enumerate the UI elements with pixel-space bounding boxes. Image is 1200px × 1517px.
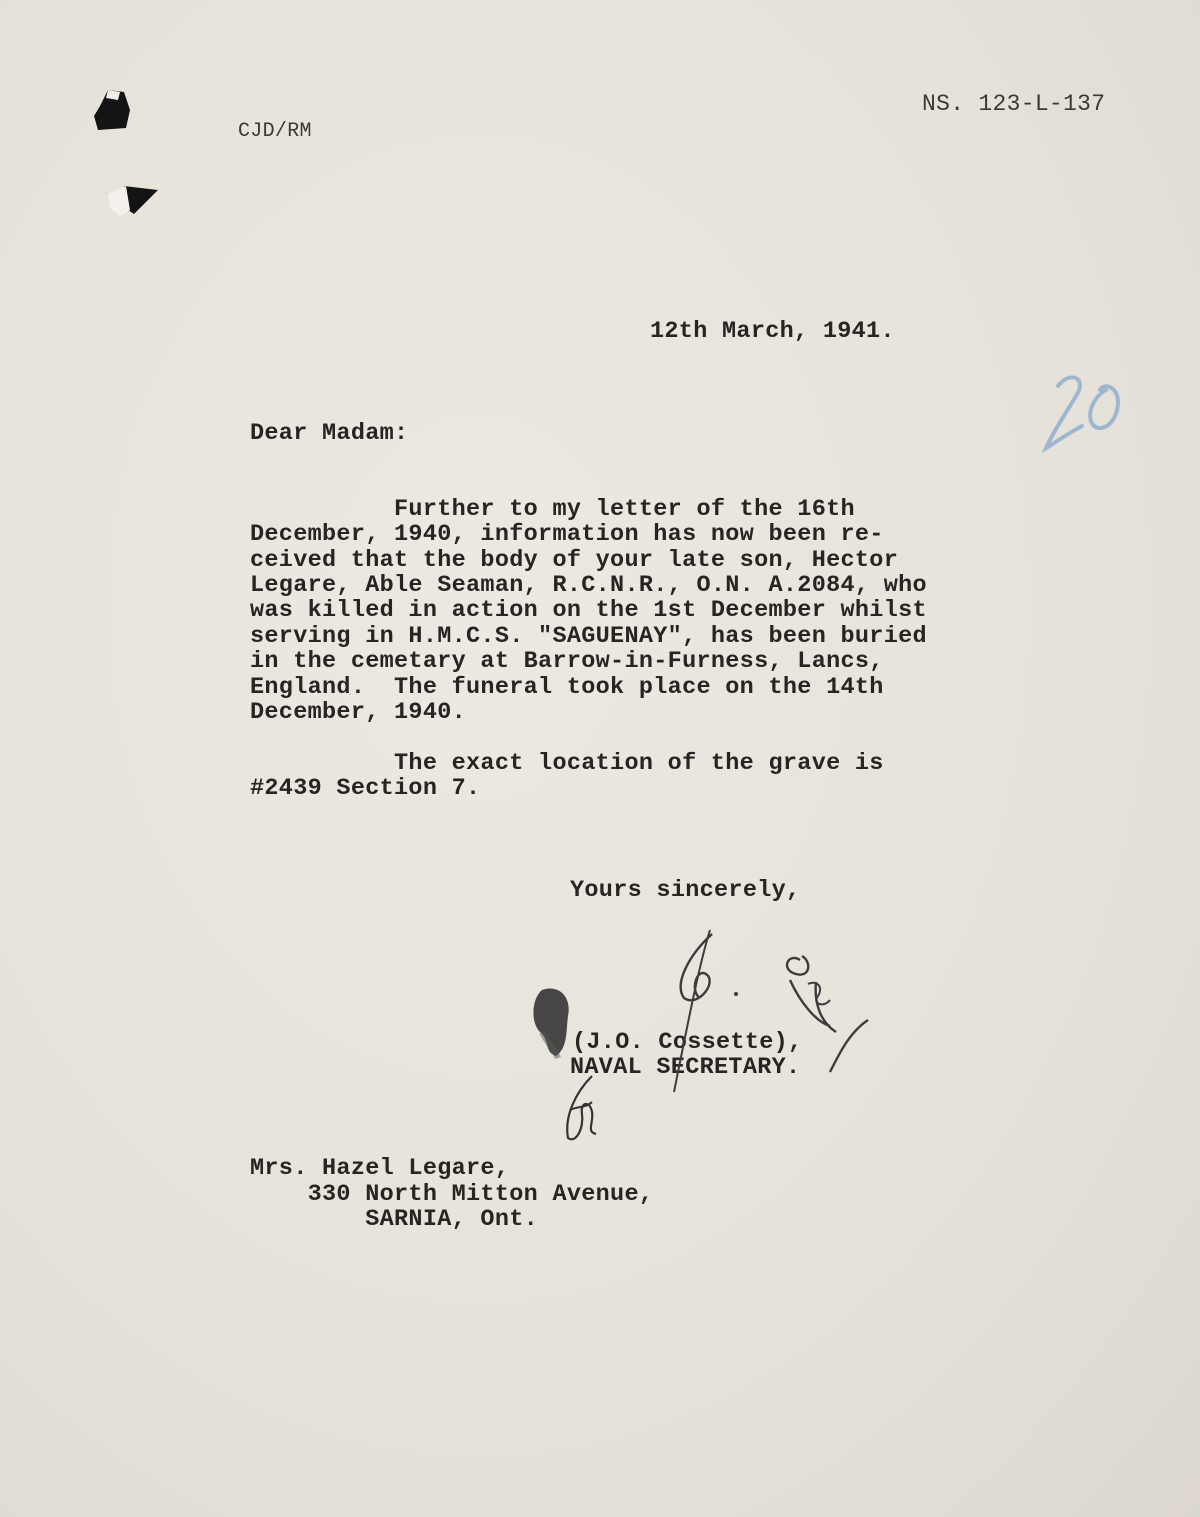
closing: Yours sincerely, [570, 877, 801, 904]
handwritten-signature [640, 922, 880, 1102]
body-line: #2439 Section 7. [250, 775, 481, 802]
body-line: Legare, Able Seaman, R.C.N.R., O.N. A.2084, who [250, 572, 927, 599]
body-line: in the cemetary at Barrow-in-Furness, Lancs, [250, 648, 884, 675]
salutation: Dear Madam: [250, 420, 409, 447]
signatory-title: NAVAL SECRETARY. [570, 1054, 801, 1081]
body-line: December, 1940, information has now been re- [250, 521, 884, 548]
addressee-line: 330 North Mitton Avenue, [250, 1181, 654, 1208]
body-line: December, 1940. [250, 699, 467, 726]
signatory-name: (J.O. Cossette), [572, 1029, 803, 1056]
ink-blot [528, 982, 578, 1062]
file-reference: NS. 123-L-137 [922, 91, 1106, 117]
body-line: serving in H.M.C.S. "SAGUENAY", has been buried [250, 623, 927, 650]
addressee-line: SARNIA, Ont. [250, 1206, 539, 1233]
handwritten-number-mark [1036, 360, 1136, 460]
punch-hole-top [90, 86, 138, 136]
body-line: was killed in action on the 1st December whilst [250, 597, 927, 624]
letter-date: 12th March, 1941. [650, 318, 895, 345]
body-line: ceived that the body of your late son, Hector [250, 547, 899, 574]
body-line: The exact location of the grave is [250, 750, 884, 777]
body-line: Further to my letter of the 16th [250, 496, 855, 523]
addressee-line: Mrs. Hazel Legare, [250, 1155, 510, 1182]
initials-mark [556, 1072, 606, 1148]
punch-hole-bottom [104, 180, 164, 222]
body-line: England. The funeral took place on the 14th [250, 674, 884, 701]
typist-initials: CJD/RM [238, 120, 312, 143]
